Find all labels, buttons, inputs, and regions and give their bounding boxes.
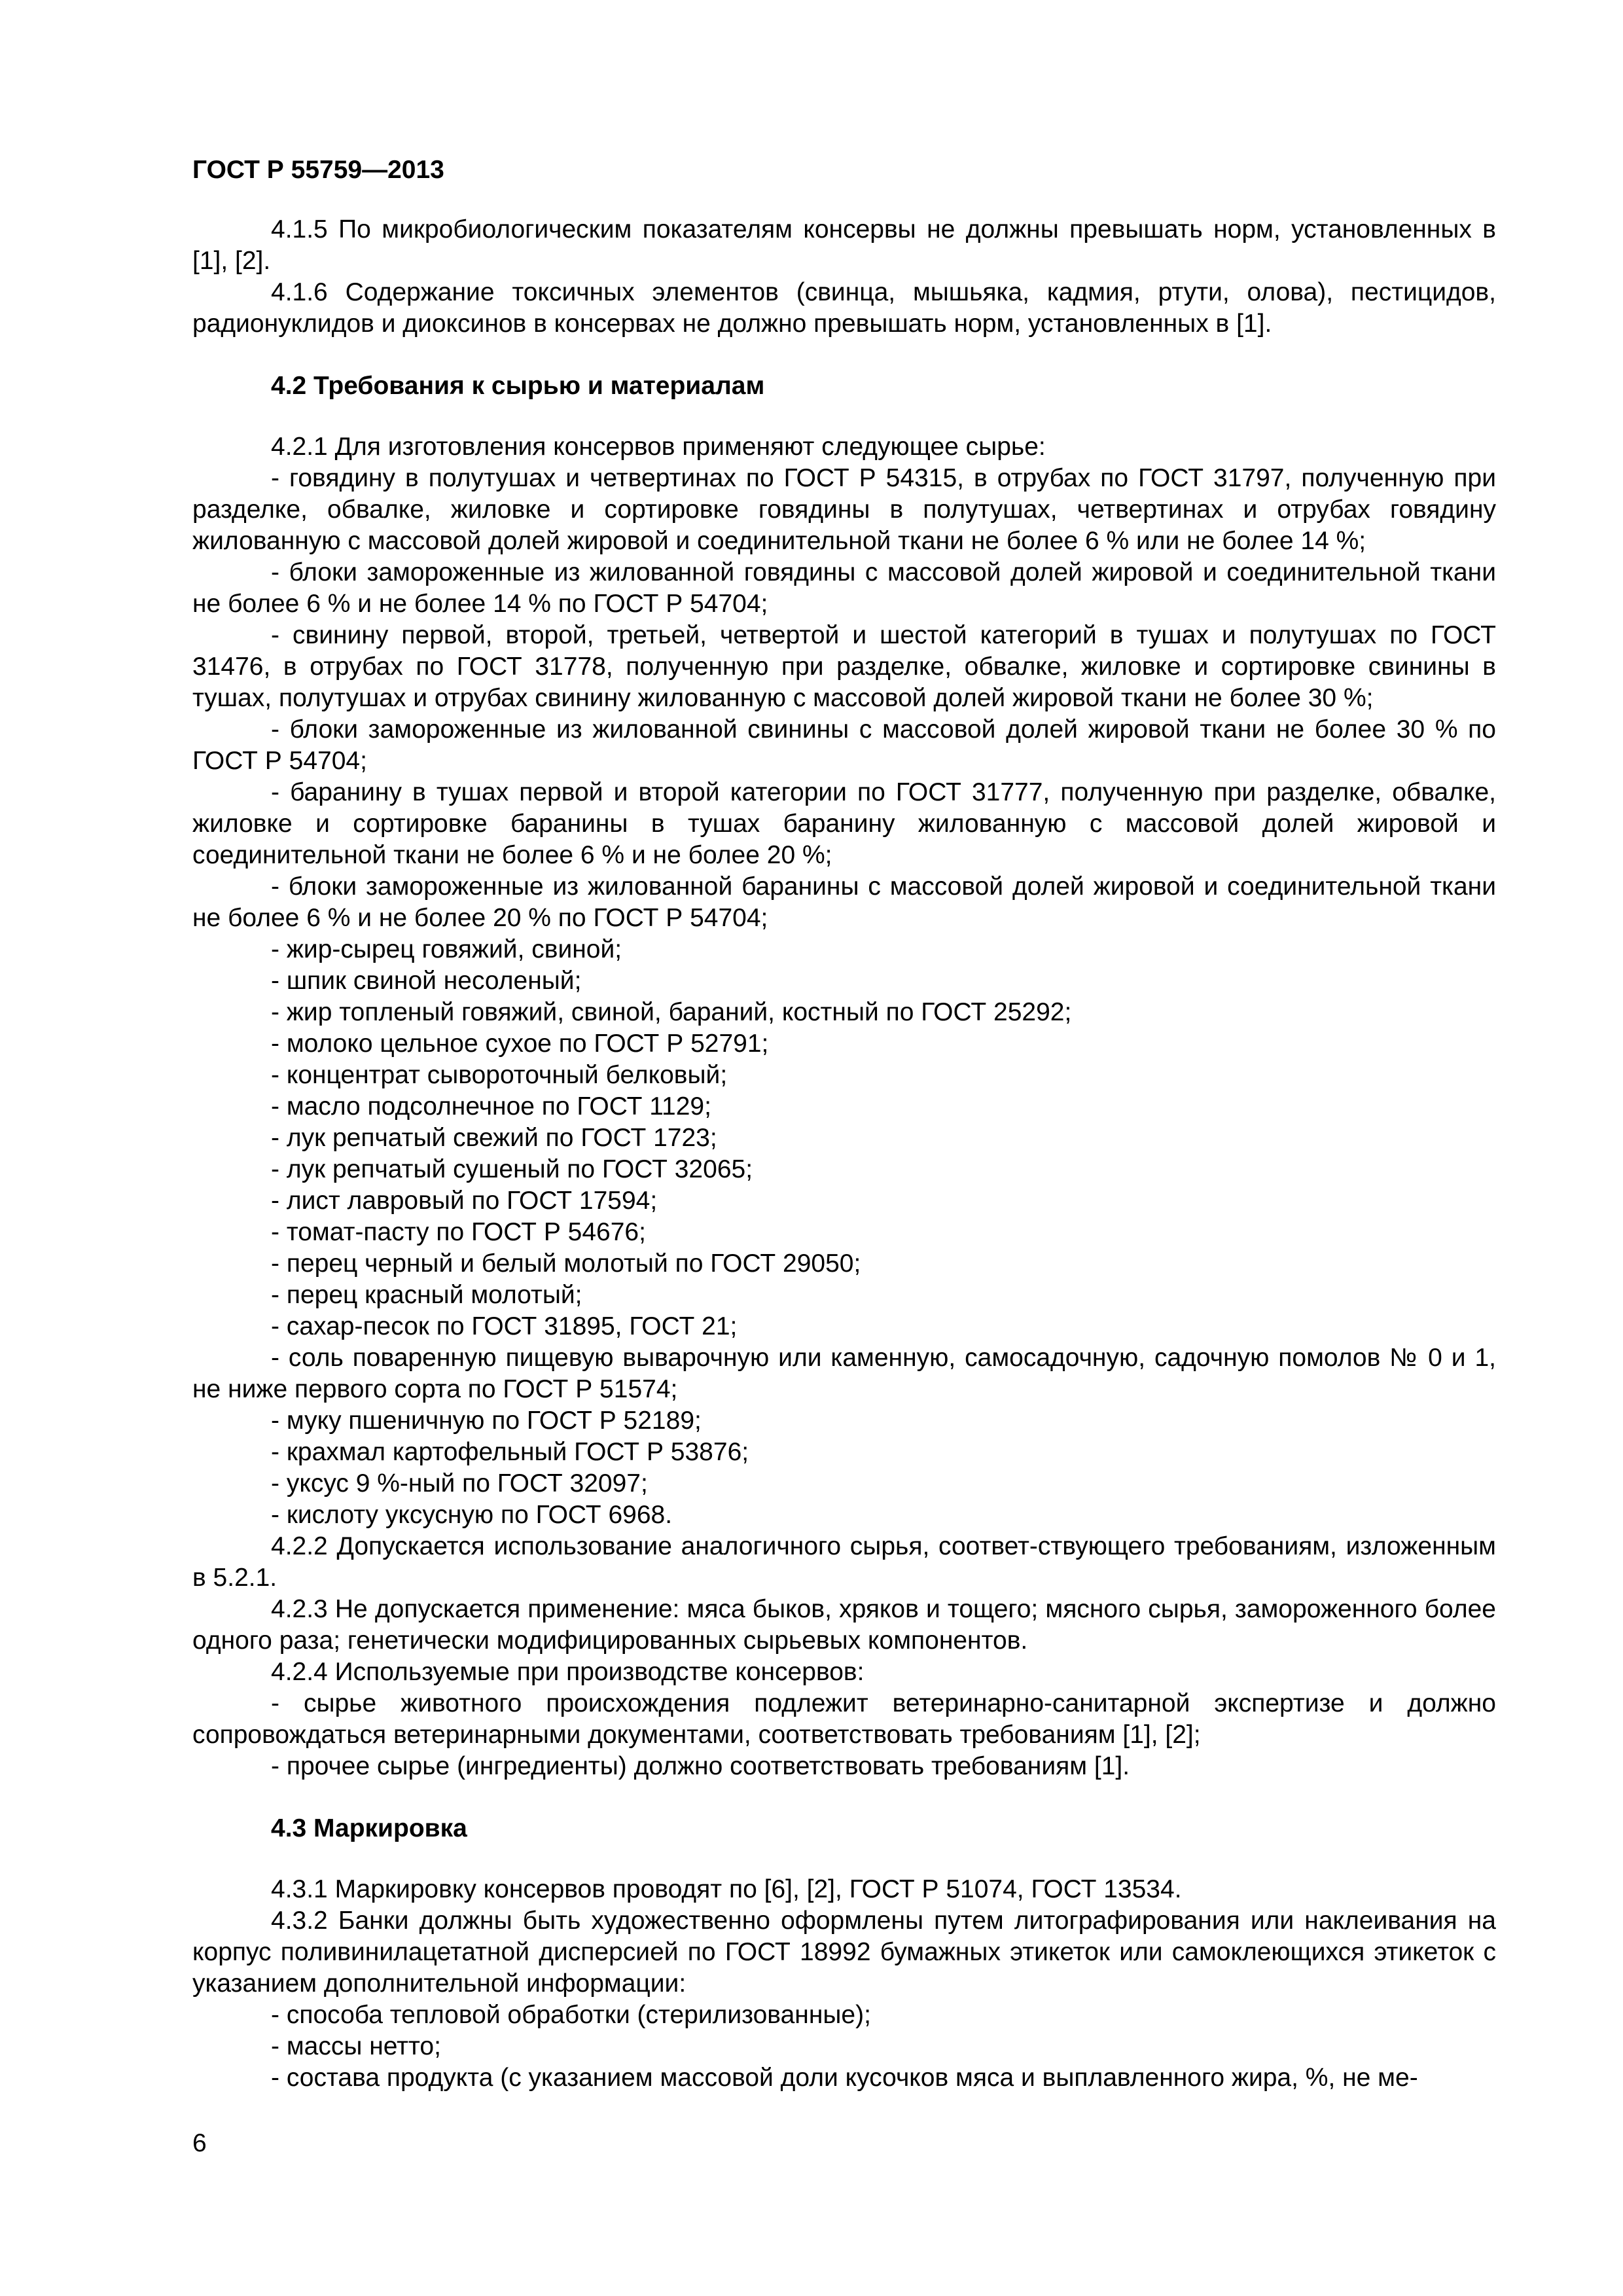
section-4-1-tail xyxy=(192,214,1496,340)
document-header: ГОСТ Р 55759—2013 xyxy=(192,156,444,184)
paragraph: 4.3.1 Маркировку консервов проводят по [6], [2], ГОСТ Р 51074, ГОСТ 13534. xyxy=(271,1875,1182,1903)
list-item: - состава продукта (с указанием массовой доли кусочков мяса и выплавленного жира, %, не ме- xyxy=(271,2064,1418,2092)
list-item: - лук репчатый сушеный по ГОСТ 32065; xyxy=(271,1155,753,1183)
list-item: - лист лавровый по ГОСТ 17594; xyxy=(271,1187,658,1215)
list-item: - перец красный молотый; xyxy=(271,1281,582,1309)
list-item: - масло подсолнечное по ГОСТ 1129; xyxy=(271,1092,711,1121)
section-heading-4-2: 4.2 Требования к сырью и материалам xyxy=(271,372,765,400)
list-item: - уксус 9 %-ный по ГОСТ 32097; xyxy=(271,1469,648,1498)
list-item: - молоко цельное сухое по ГОСТ Р 52791; xyxy=(271,1030,769,1058)
section-4-2 xyxy=(192,431,1496,1782)
list-item: - крахмал картофельный ГОСТ Р 53876; xyxy=(271,1438,749,1466)
list-item: - концентрат сывороточный белковый; xyxy=(271,1061,728,1089)
list-item: - кислоту уксусную по ГОСТ 6968. xyxy=(271,1501,673,1529)
list-item: - массы нетто; xyxy=(271,2032,441,2060)
list-item: - перец черный и белый молотый по ГОСТ 29050; xyxy=(271,1249,861,1278)
list-item: - шпик свиной несоленый; xyxy=(271,967,582,995)
list-item: - сырье животного происхождения подлежит ветеринарно-санитарной экспертизе и должно сопровождаться ветеринарными документами, соответствовать требованиям [1], [2]; xyxy=(192,1689,1496,1749)
list-item: - блоки замороженные из жилованной баранины с массовой долей жировой и соединительной ткани не более 6 % и не более 20 % по ГОСТ Р 54704; xyxy=(192,872,1496,932)
document-body xyxy=(192,214,1496,2094)
list-item: - томат-пасту по ГОСТ Р 54676; xyxy=(271,1218,646,1246)
list-item: - блоки замороженные из жилованной говядины с массовой долей жировой и соединительной ткани не более 6 % и не более 14 % по ГОСТ Р 54704; xyxy=(192,558,1496,618)
list-item: - муку пшеничную по ГОСТ Р 52189; xyxy=(271,1407,702,1435)
section-4-3 xyxy=(192,1874,1496,2094)
paragraph: 4.1.5 По микробиологическим показателям консервы не должны превышать норм, установленных в [1], [2]. xyxy=(192,215,1496,275)
list-item: - способа тепловой обработки (стерилизованные); xyxy=(271,2001,871,2029)
paragraph: 4.2.1 Для изготовления консервов применяют следующее сырье: xyxy=(271,433,1046,461)
paragraph: 4.2.3 Не допускается применение: мяса быков, хряков и тощего; мясного сырья, замороженного более одного раза; генетически модифицированных сырьевых компонентов. xyxy=(192,1595,1496,1655)
list-item: - сахар-песок по ГОСТ 31895, ГОСТ 21; xyxy=(271,1312,738,1340)
list-item: - соль поваренную пищевую выварочную или каменную, самосадочную, садочную помолов № 0 и 1, не ниже первого сорта по ГОСТ Р 51574; xyxy=(192,1344,1496,1403)
list-item: - свинину первой, второй, третьей, четвертой и шестой категорий в тушах и полутушах по ГОСТ 31476, в отрубах по ГОСТ 31778, полученную при разделке, обвалке, жиловке и сортировке свинины в тушах, полутушах и отрубах свинину жилованную с массовой долей жировой ткани не более 30 %; xyxy=(192,621,1496,712)
list-item: - прочее сырье (ингредиенты) должно соответствовать требованиям [1]. xyxy=(271,1752,1130,1780)
list-item: - жир топленый говяжий, свиной, бараний, костный по ГОСТ 25292; xyxy=(271,998,1072,1026)
paragraph: 4.1.6 Содержание токсичных элементов (свинца, мышьяка, кадмия, ртути, олова), пестицидов, радионуклидов и диоксинов в консервах не должно превышать норм, установленных в [1]. xyxy=(192,278,1496,338)
section-heading-4-3: 4.3 Маркировка xyxy=(271,1814,467,1842)
paragraph: 4.2.4 Используемые при производстве консервов: xyxy=(271,1658,865,1686)
list-item: - лук репчатый свежий по ГОСТ 1723; xyxy=(271,1124,717,1152)
list-item: - жир-сырец говяжий, свиной; xyxy=(271,935,622,963)
paragraph: 4.2.2 Допускается использование аналогичного сырья, соответ-ствующего требованиям, изложенным в 5.2.1. xyxy=(192,1532,1496,1592)
page-number: 6 xyxy=(192,2129,207,2157)
paragraph: 4.3.2 Банки должны быть художественно оформлены путем литографирования или наклеивания на корпус поливинилацетатной дисперсией по ГОСТ 18992 бумажных этикеток или самоклеющихся этикеток с указанием дополнительной информации: xyxy=(192,1907,1496,1998)
list-item: - блоки замороженные из жилованной свинины с массовой долей жировой ткани не более 30 % по ГОСТ Р 54704; xyxy=(192,715,1496,775)
list-item: - баранину в тушах первой и второй категории по ГОСТ 31777, полученную при разделке, обвалке, жиловке и сортировке баранины в тушах баранину жилованную с массовой долей жировой и соединительной ткани не более 6 % и не более 20 %; xyxy=(192,778,1496,869)
list-item: - говядину в полутушах и четвертинах по ГОСТ Р 54315, в отрубах по ГОСТ 31797, полученную при разделке, обвалке, жиловке и сортировке говядины в полутушах, четвертинах и отрубах говядину жилованную с массовой долей жировой и соединительной ткани не более 6 % или не более 14 %; xyxy=(192,464,1496,555)
